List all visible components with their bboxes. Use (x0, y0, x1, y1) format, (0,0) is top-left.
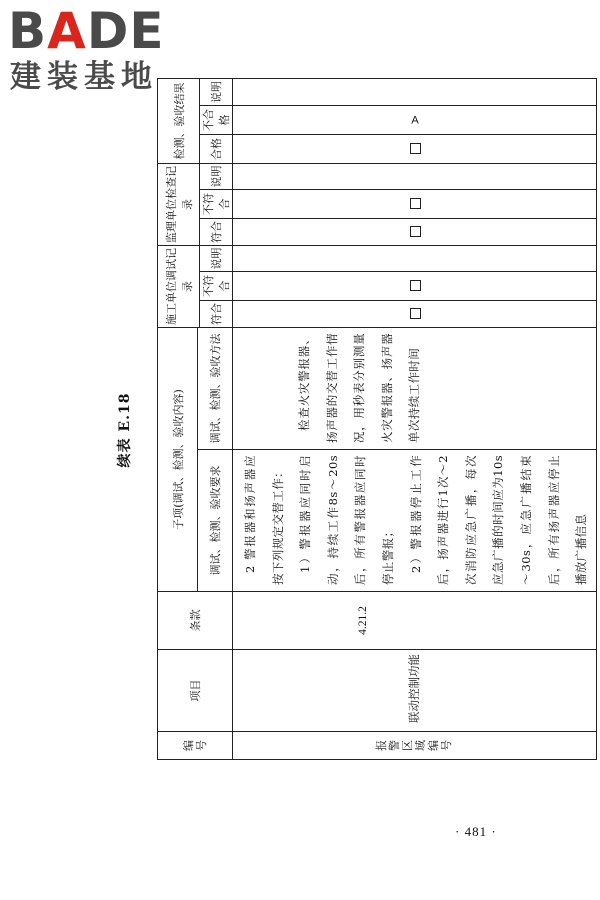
header-contractor-nonconform: 不符合 (200, 272, 233, 301)
brand-subtitle: 建装基地 (10, 59, 158, 95)
acceptance-unqualified-cell (233, 105, 597, 134)
row-item: 联动控制功能 (233, 650, 597, 732)
header-supervisor-nonconform: 不符合 (200, 189, 233, 218)
contractor-conform-checkbox[interactable] (233, 301, 597, 328)
brand-wordmark: BADE (8, 2, 165, 60)
row-method (233, 328, 597, 450)
header-requirement: 调试、检测、验收要求 (198, 450, 233, 592)
row-clause: 4.21.2 (233, 592, 597, 650)
method-paragraph: 检查火灾警报器、扬声器的交替工作情况，用秒表分别测量火灾警报器、扬声器单次持续工作时间 (297, 333, 422, 443)
rotated-page (112, 80, 589, 760)
supervisor-note-cell (233, 163, 597, 189)
acceptance-mark: A (411, 113, 420, 126)
header-number: 编号 (158, 732, 233, 760)
header-acceptance-note: 说明 (200, 78, 233, 105)
requirement-paragraph: 1）警报器应同时启动，持续工作8s～20s后，所有警报器应同时停止警报； (298, 455, 395, 585)
inspection-table (157, 78, 597, 760)
header-supervisor-conform: 符合 (200, 218, 233, 245)
brand-logo (8, 4, 178, 96)
header-acceptance-qualified: 合格 (200, 134, 233, 163)
header-method: 调试、检测、验收方法 (198, 328, 233, 450)
header-subitem-group: 子项(调试、检测、验收内容) (158, 328, 198, 592)
header-acceptance-unqualified: 不合格 (200, 105, 233, 134)
table-caption: 续表 E.18 (117, 392, 133, 468)
row-requirement (233, 450, 597, 592)
header-clause: 条款 (158, 592, 233, 650)
row-number: 报警区域编号 (233, 732, 597, 760)
supervisor-nonconform-checkbox[interactable] (233, 189, 597, 218)
header-item: 项目 (158, 650, 233, 732)
supervisor-conform-checkbox[interactable] (233, 218, 597, 245)
acceptance-note-cell (233, 78, 597, 105)
header-supervisor-group: 监理单位检查记录 (158, 163, 200, 245)
contractor-nonconform-checkbox[interactable] (233, 272, 597, 301)
header-contractor-conform: 符合 (200, 301, 233, 328)
page-number: · 481 · (455, 824, 497, 839)
requirement-paragraph: 2）警报器停止工作后，扬声器进行1次～2次消防应急广播，每次应急广播的时间应为10s～30s，应急广播结束后，所有扬声器应停止播放广播信息 (408, 455, 589, 585)
contractor-note-cell (233, 245, 597, 271)
requirement-paragraph: 2 警报器和扬声器应按下列规定交替工作： (243, 455, 285, 585)
header-acceptance-group: 检测、验收结果 (158, 78, 200, 163)
header-contractor-group: 施工单位调试记录 (158, 245, 200, 327)
header-supervisor-note: 说明 (200, 163, 233, 189)
header-contractor-note: 说明 (200, 245, 233, 271)
acceptance-qualified-checkbox[interactable] (233, 134, 597, 163)
